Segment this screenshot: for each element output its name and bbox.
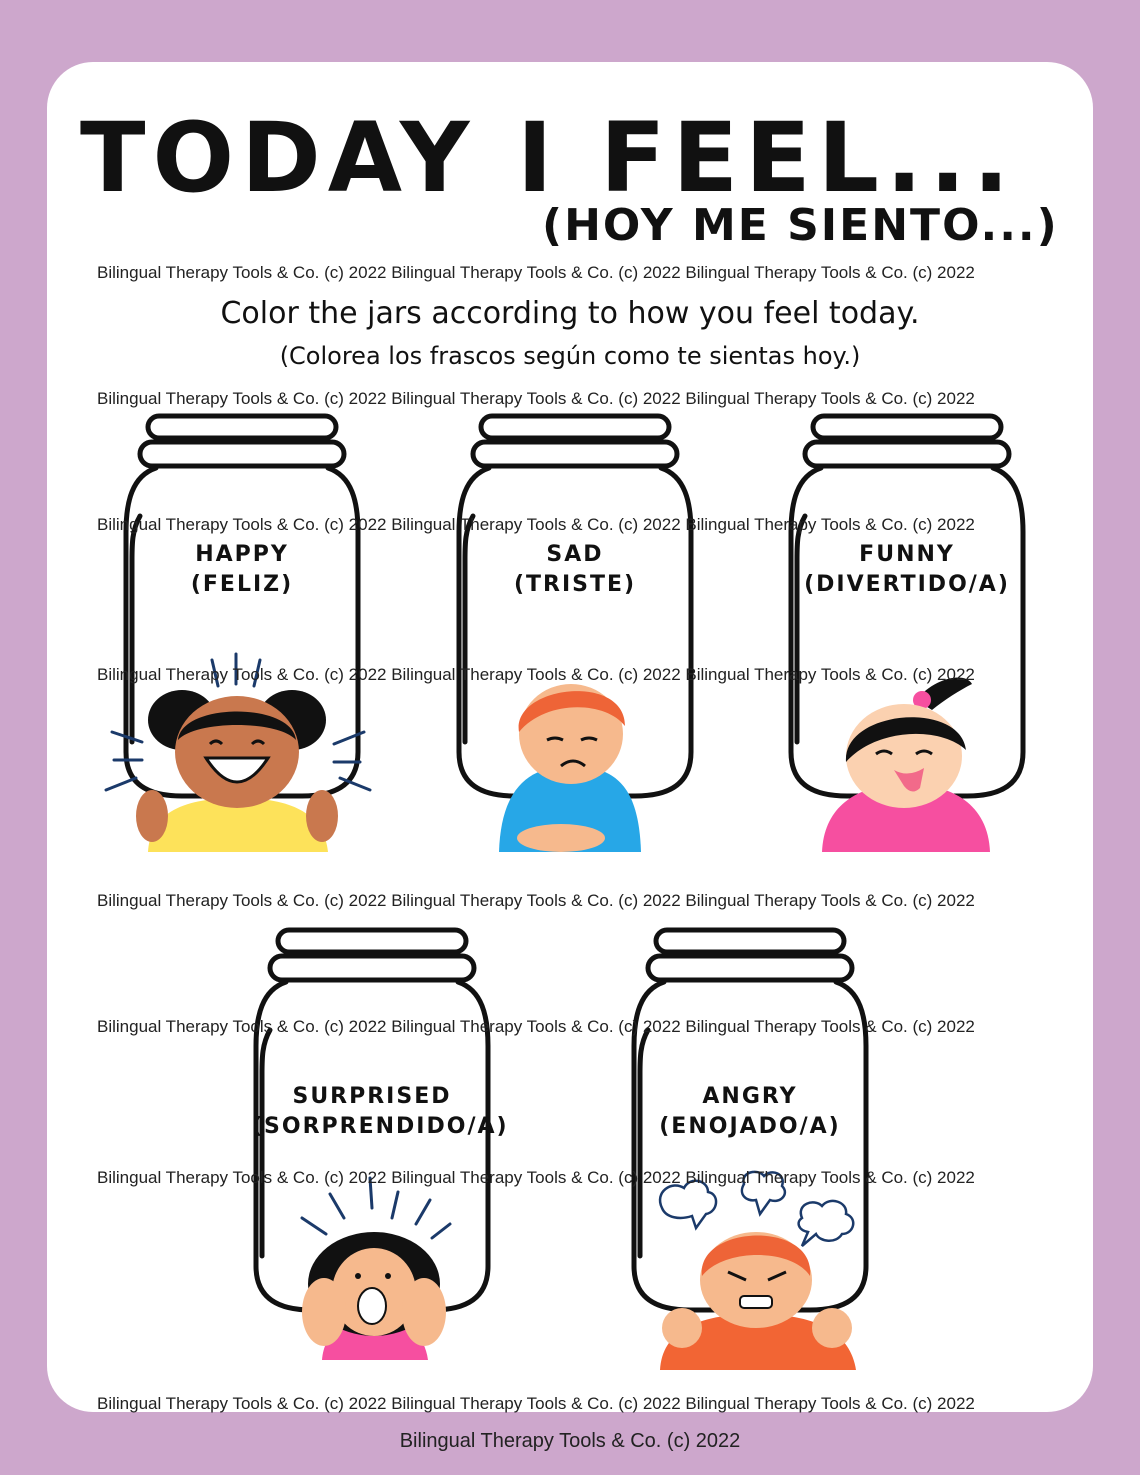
page-title: TODAY I FEEL...: [80, 102, 1017, 214]
jar-label: SAD (TRISTE): [513, 542, 637, 597]
watermark-text: Bilingual Therapy Tools & Co. (c) 2022 Bilingual Therapy Tools & Co. (c) 2022 Bilingual Therapy Tools & Co. (c) 2022: [97, 1017, 975, 1036]
watermark-text: Bilingual Therapy Tools & Co. (c) 2022 Bilingual Therapy Tools & Co. (c) 2022 Bilingual Therapy Tools & Co. (c) 2022: [97, 263, 975, 282]
funny-girl-illustration: [820, 670, 992, 852]
jar-label: HAPPY (FELIZ): [190, 542, 294, 597]
angry-boy-illustration: [652, 1168, 864, 1370]
watermark-text: Bilingual Therapy Tools & Co. (c) 2022 Bilingual Therapy Tools & Co. (c) 2022 Bilingual Therapy Tools & Co. (c) 2022: [97, 1394, 975, 1413]
watermark-text: Bilingual Therapy Tools & Co. (c) 2022 Bilingual Therapy Tools & Co. (c) 2022 Bilingual Therapy Tools & Co. (c) 2022: [97, 1168, 975, 1187]
jar-label: ANGRY (ENOJADO/A): [659, 1084, 841, 1139]
jar-label: FUNNY (DIVERTIDO/A): [804, 542, 1010, 597]
footer-copyright: Bilingual Therapy Tools & Co. (c) 2022: [399, 1430, 741, 1452]
watermark-text: Bilingual Therapy Tools & Co. (c) 2022 Bilingual Therapy Tools & Co. (c) 2022 Bilingual Therapy Tools & Co. (c) 2022: [97, 389, 975, 408]
watermark-text: Bilingual Therapy Tools & Co. (c) 2022 Bilingual Therapy Tools & Co. (c) 2022 Bilingual Therapy Tools & Co. (c) 2022: [97, 665, 975, 684]
instruction-spanish: (Colorea los frascos según como te sientas hoy.): [279, 342, 861, 370]
jar-label: SURPRISED (SORPRENDIDO/A): [252, 1084, 509, 1139]
angry-bubble-icon: [799, 1201, 854, 1246]
surprised-girl-illustration: [288, 1172, 464, 1360]
watermark-text: Bilingual Therapy Tools & Co. (c) 2022 Bilingual Therapy Tools & Co. (c) 2022 Bilingual Therapy Tools & Co. (c) 2022: [97, 891, 975, 910]
watermark-text: Bilingual Therapy Tools & Co. (c) 2022 Bilingual Therapy Tools & Co. (c) 2022 Bilingual Therapy Tools & Co. (c) 2022: [97, 515, 975, 534]
instruction-english: Color the jars according to how you feel today.: [220, 296, 920, 331]
page-subtitle: (HOY ME SIENTO...): [542, 200, 1059, 251]
sad-boy-illustration: [495, 676, 645, 852]
